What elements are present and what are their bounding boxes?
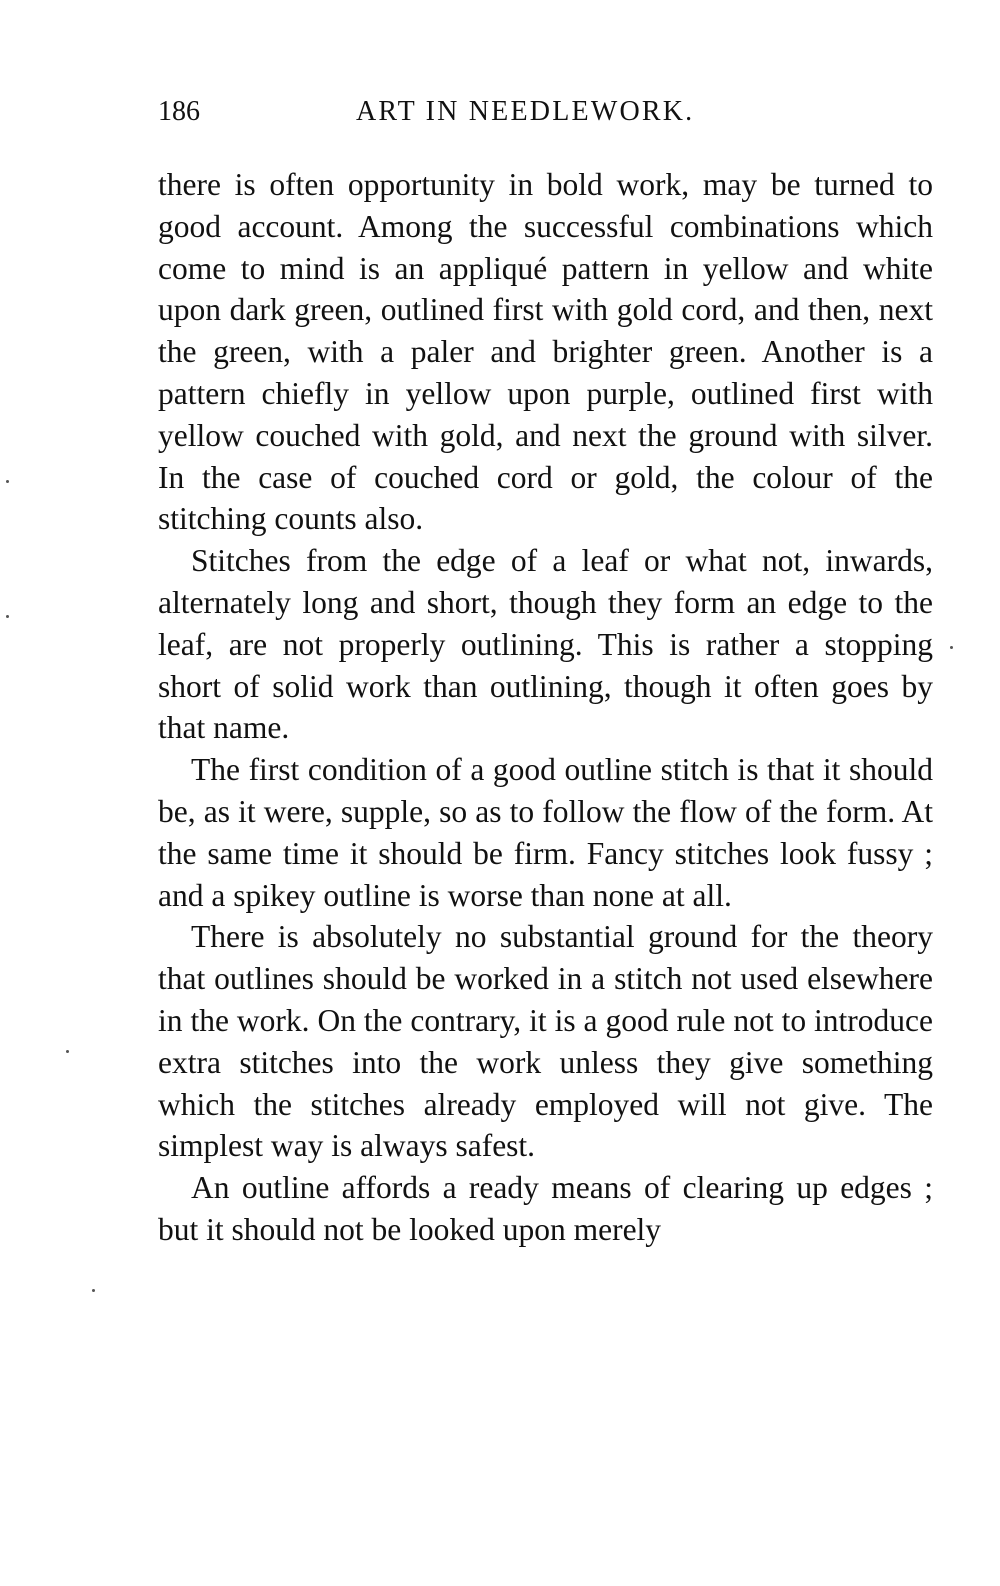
paragraph-continued: there is often opportunity in bold work, may be turned to good account. Among the successful combinations which come to mind is an appliqué pattern in yellow and white upon dark green, outlined first with gold cord, and then, next the green, with a paler and brighter green. Another is a pattern chiefly in yellow upon purple, outlined first with yellow couched with gold, and next the ground with silver. In the case of couched cord or gold, the colour of the stitching counts also. xyxy=(158,167,933,537)
paragraph-outline-affords: An outline affords a ready means of clearing up edges ; but it should not be looked upon merely xyxy=(158,1170,933,1247)
scan-speck xyxy=(66,1050,69,1053)
scan-speck xyxy=(950,646,953,649)
running-header xyxy=(158,92,933,132)
running-title: ART IN NEEDLEWORK. xyxy=(356,96,695,127)
paragraph-first-condition: The first condition of a good outline stitch is that it should be, as it were, supple, so as to follow the flow of the form. At the same time it should be firm. Fancy stitches look fussy ; and a spikey outline is worse than none at all. xyxy=(158,752,933,913)
paragraph-stitches-edge: Stitches from the edge of a leaf or what not, inwards, alternately long and short, though they form an edge to the leaf, are not properly outlining. This is rather a stopping short of solid work than outlining, though it often goes by that name. xyxy=(158,543,933,746)
paragraph-no-substantial-ground: There is absolutely no substantial ground for the theory that outlines should be worked in a stitch not used elsewhere in the work. On the contrary, it is a good rule not to introduce extra stitches into the work unless they give something which the stitches already employed will not give. The simplest way is always safest. xyxy=(158,919,933,1164)
page-number: 186 xyxy=(158,96,200,127)
scan-speck xyxy=(92,1289,95,1292)
body-text xyxy=(158,164,933,1251)
scan-speck xyxy=(6,615,9,618)
scan-speck xyxy=(6,480,9,483)
